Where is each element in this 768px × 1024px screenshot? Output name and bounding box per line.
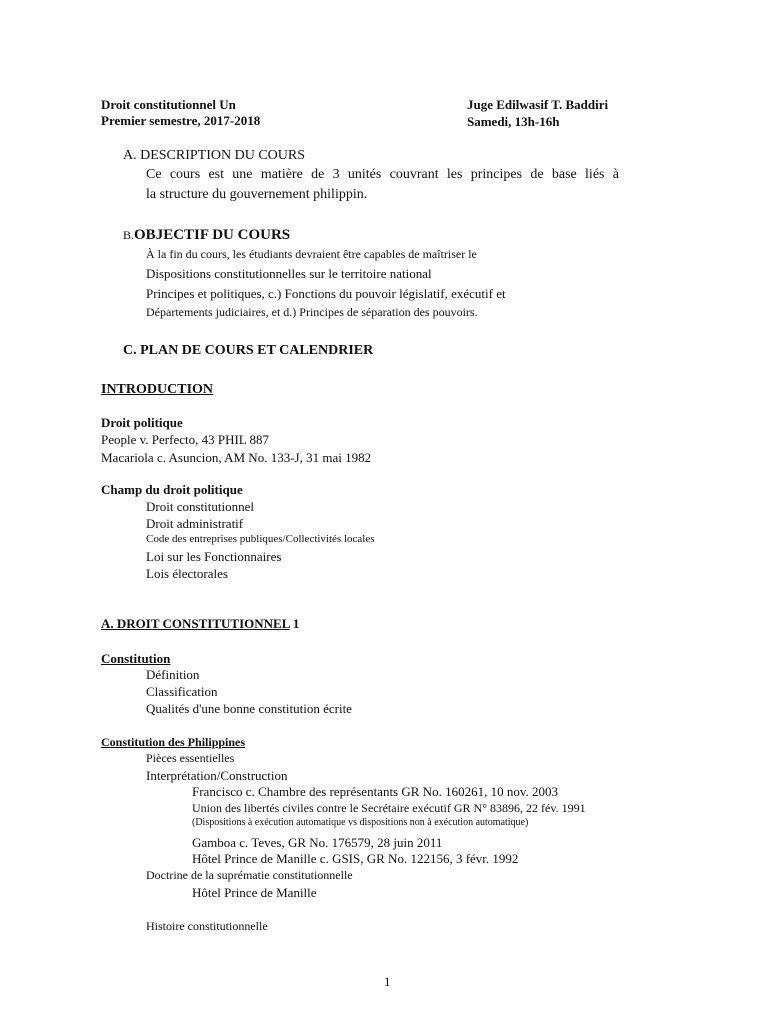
list-item: Lois électorales	[146, 566, 228, 581]
list-item: Classification	[146, 684, 218, 699]
case-item: Macariola c. Asuncion, AM No. 133-J, 31 mai 1982	[101, 450, 372, 465]
droit-constitutionnel-number: 1	[289, 616, 300, 631]
doctrine-item: Doctrine de la suprématie constitutionnelle	[146, 868, 353, 882]
histoire-item: Histoire constitutionnelle	[146, 919, 268, 933]
list-item: Code des entreprises publiques/Collectivités locales	[146, 533, 375, 545]
section-c-heading: C. PLAN DE COURS ET CALENDRIER	[123, 343, 374, 358]
case-item: Gamboa c. Teves, GR No. 176579, 28 juin 2011	[192, 835, 443, 850]
case-item: Francisco c. Chambre des représentants GR No. 160261, 10 nov. 2003	[192, 784, 558, 799]
objective-line-1: À la fin du cours, les étudiants devraient être capables de maîtriser le	[146, 247, 477, 261]
objective-line-3: Principes et politiques, c.) Fonctions du pouvoir législatif, exécutif et	[146, 286, 506, 301]
page-number: 1	[384, 974, 391, 989]
section-a-heading: A. DESCRIPTION DU COURS	[123, 148, 306, 163]
instructor-name: Juge Edilwasif T. Baddiri	[467, 97, 609, 112]
champ-title: Champ du droit politique	[101, 482, 243, 497]
list-item: Pièces essentielles	[146, 751, 235, 765]
list-item: Définition	[146, 667, 200, 682]
description-line-1: Ce cours est une matière de 3 unités couvrant les principes de base liés à	[146, 167, 619, 182]
case-note: (Dispositions à exécution automatique vs dispositions non à exécution automatique)	[192, 817, 529, 828]
section-b-title: OBJECTIF DU COURS	[134, 227, 291, 243]
list-item: Droit constitutionnel	[146, 499, 254, 514]
constitution-title: Constitution	[101, 651, 171, 666]
objective-line-2: Dispositions constitutionnelles sur le territoire national	[146, 266, 432, 281]
droit-constitutionnel-title: A. DROIT CONSTITUTIONNEL	[101, 616, 290, 631]
droit-politique-title: Droit politique	[101, 415, 183, 430]
objective-line-4: Départements judiciaires, et d.) Principes de séparation des pouvoirs.	[146, 305, 478, 319]
case-item: Hôtel Prince de Manille c. GSIS, GR No. 122156, 3 févr. 1992	[192, 851, 519, 866]
list-item: Qualités d'une bonne constitution écrite	[146, 701, 352, 716]
case-item: People v. Perfecto, 43 PHIL 887	[101, 432, 270, 447]
case-item: Hôtel Prince de Manille	[192, 885, 317, 900]
section-b-heading	[123, 227, 290, 243]
droit-constitutionnel-heading	[101, 617, 299, 630]
course-title: Droit constitutionnel Un	[101, 97, 236, 112]
list-item: Loi sur les Fonctionnaires	[146, 549, 282, 564]
introduction-heading: INTRODUCTION	[101, 382, 214, 397]
class-schedule: Samedi, 13h-16h	[467, 114, 560, 129]
constitution-philippines-title: Constitution des Philippines	[101, 735, 246, 749]
case-item: Union des libertés civiles contre le Secrétaire exécutif GR N° 83896, 22 fév. 1991	[192, 801, 586, 815]
section-b-prefix: B.	[123, 228, 135, 242]
semester: Premier semestre, 2017-2018	[101, 113, 261, 128]
list-item: Interprétation/Construction	[146, 768, 288, 783]
list-item: Droit administratif	[146, 516, 244, 531]
description-line-2: la structure du gouvernement philippin.	[146, 187, 368, 202]
